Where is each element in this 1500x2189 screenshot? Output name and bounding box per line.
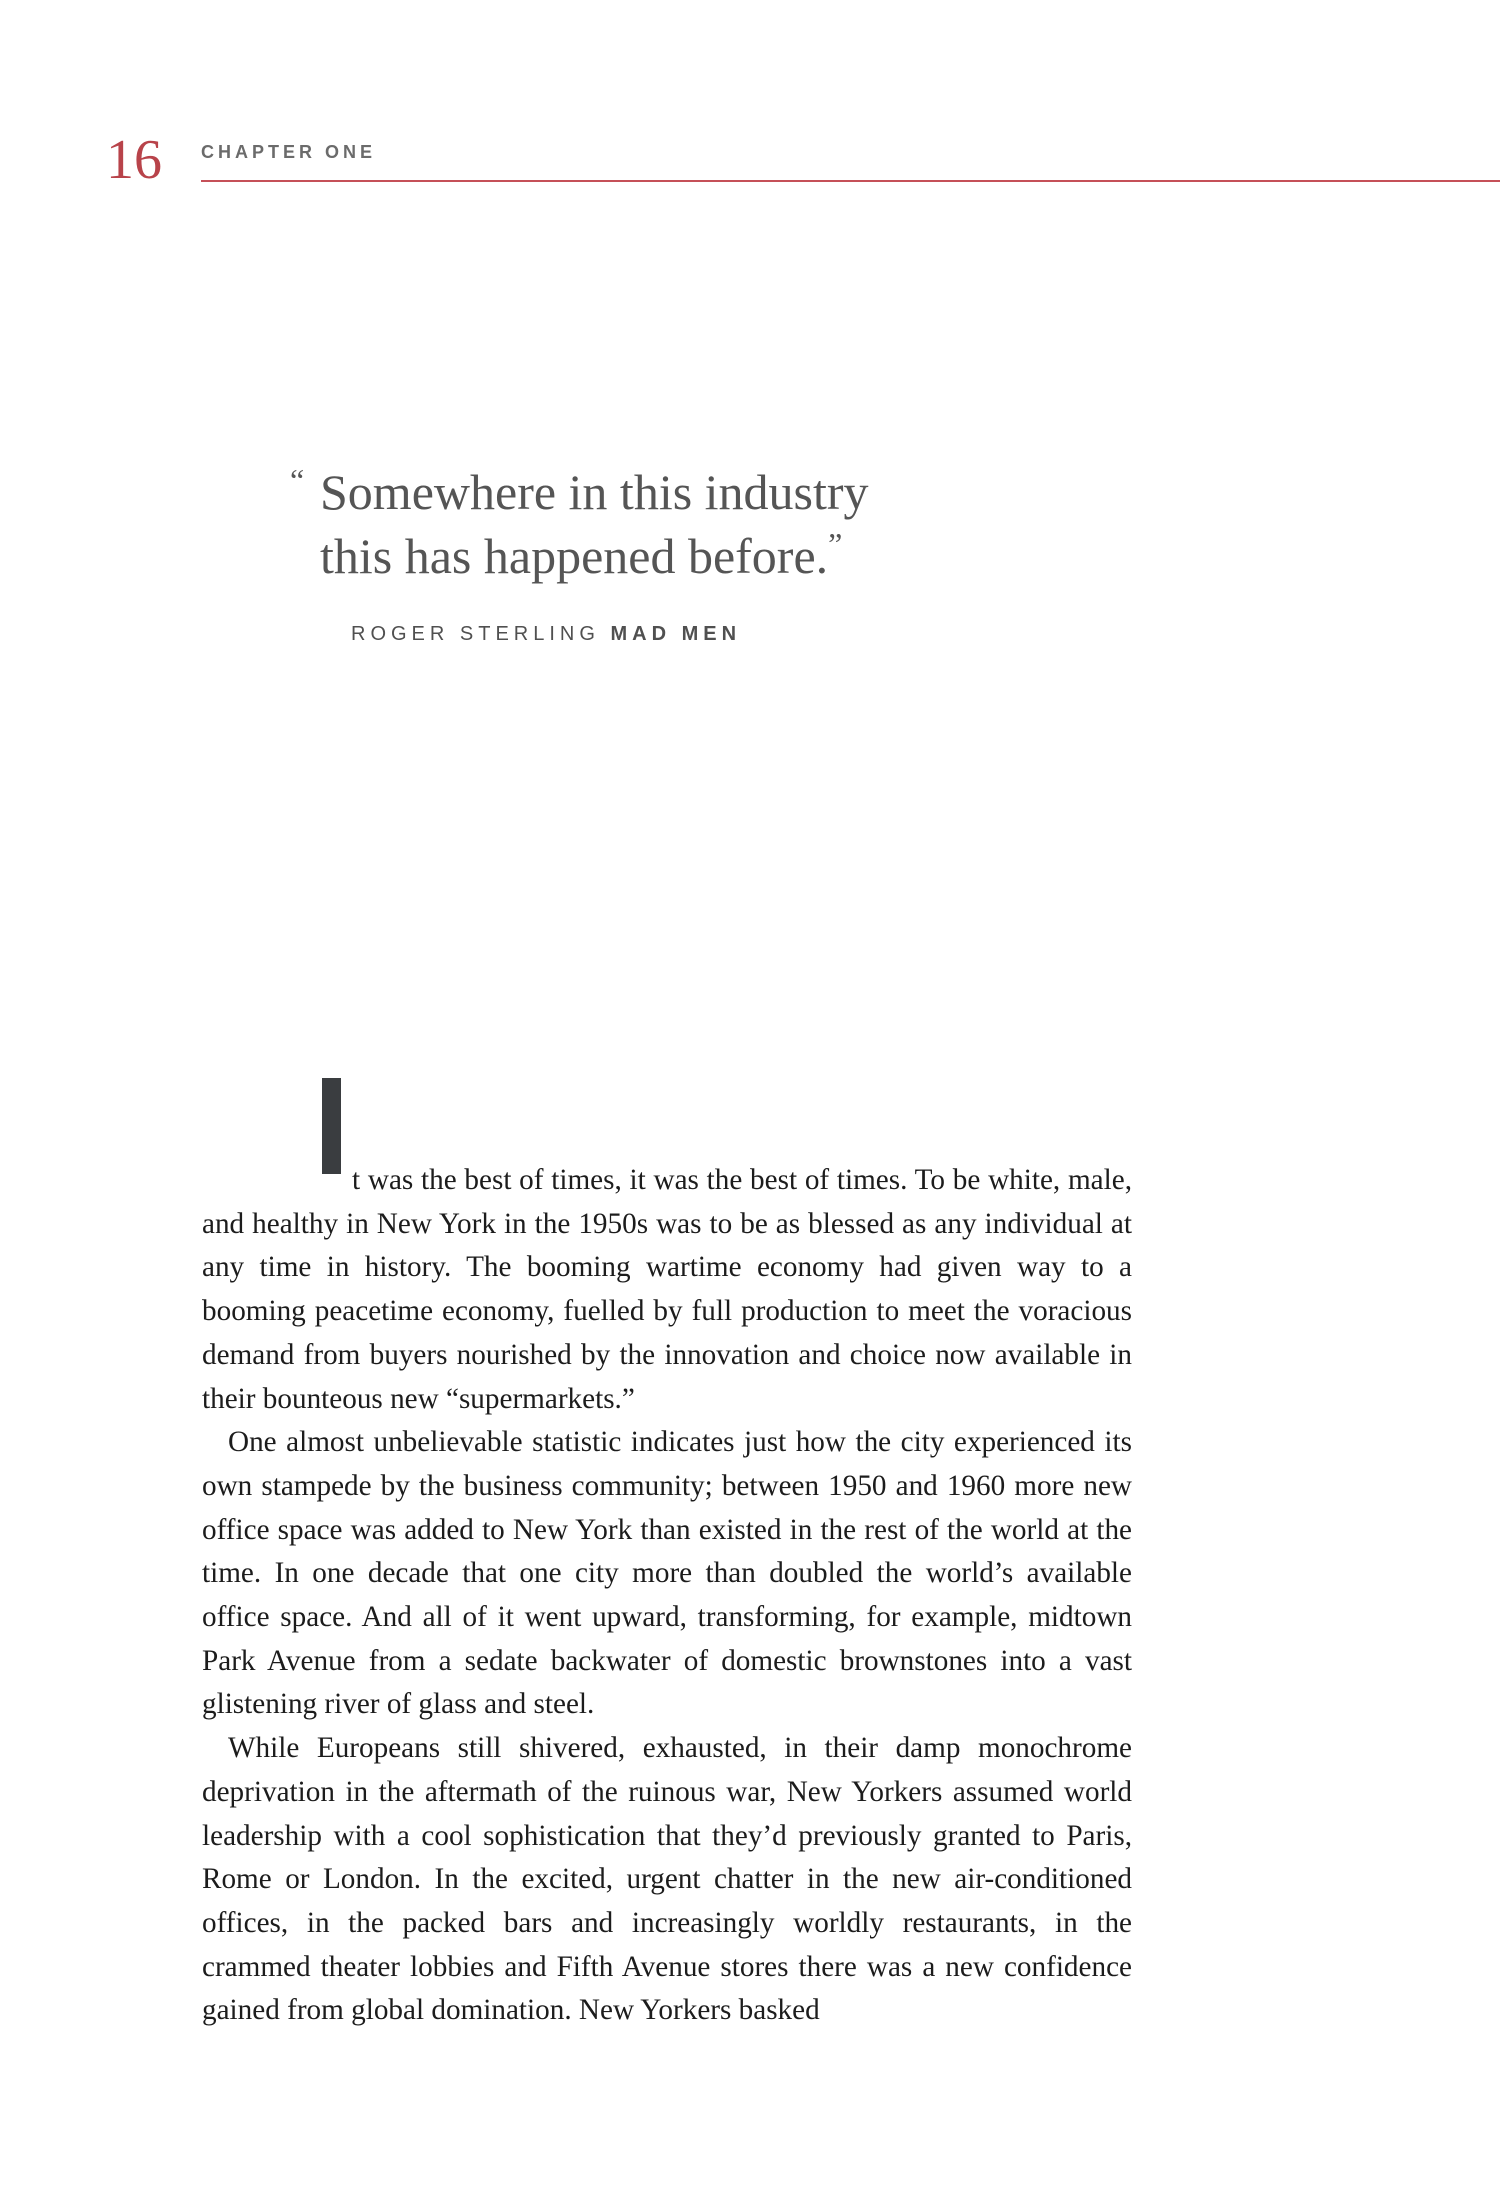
epigraph-attribution [351, 623, 741, 646]
epigraph-line-2 [320, 524, 1040, 588]
epigraph-speaker: ROGER STERLING [351, 623, 600, 645]
page-number: 16 [106, 129, 162, 191]
epigraph-line-1-text: Somewhere in this industry [320, 464, 869, 520]
chapter-label: CHAPTER ONE [201, 142, 377, 162]
header-rule [201, 180, 1500, 182]
epigraph-quote [290, 460, 1040, 588]
epigraph-line-1 [290, 460, 1040, 524]
close-quote-mark: ” [828, 526, 843, 562]
paragraph-1: t was the best of times, it was the best of times. To be white, male, and healthy in New York in the 1950s was to be as blessed as any individual at any time in history. The booming wartime economy had given way to a booming peacetime economy, fuelled by full production to meet the voracious demand from buyers nourished by the innovation and choice now available in their bounteous new “supermarkets.” [202, 1164, 1132, 1415]
epigraph-line-2-text: this has happened before. [320, 528, 829, 584]
epigraph-work: MAD MEN [610, 623, 742, 645]
paragraph-2: One almost unbelievable statistic indicates just how the city experienced its own stampede by the business community; between 1950 and 1960 more new office space was added to New York than existed in the rest of the world at the time. In one decade that one city more than doubled the world’s available office space. And all of it went upward, transforming, for example, midtown Park Avenue from a sedate backwater of domestic brownstones into a vast glistening river of glass and steel. [202, 1426, 1132, 1721]
body-text [202, 1159, 1132, 2033]
open-quote-mark: “ [290, 462, 305, 498]
paragraph-3: While Europeans still shivered, exhausted, in their damp monochrome deprivation in the aftermath of the ruinous war, New Yorkers assumed world leadership with a cool sophistication that they’d previously granted to Paris, Rome or London. In the excited, urgent chatter in the new air-conditioned offices, in the packed bars and increasingly worldly restaurants, in the crammed theater lobbies and Fifth Avenue stores there was a new confidence gained from global domination. New Yorkers basked [202, 1732, 1132, 2027]
